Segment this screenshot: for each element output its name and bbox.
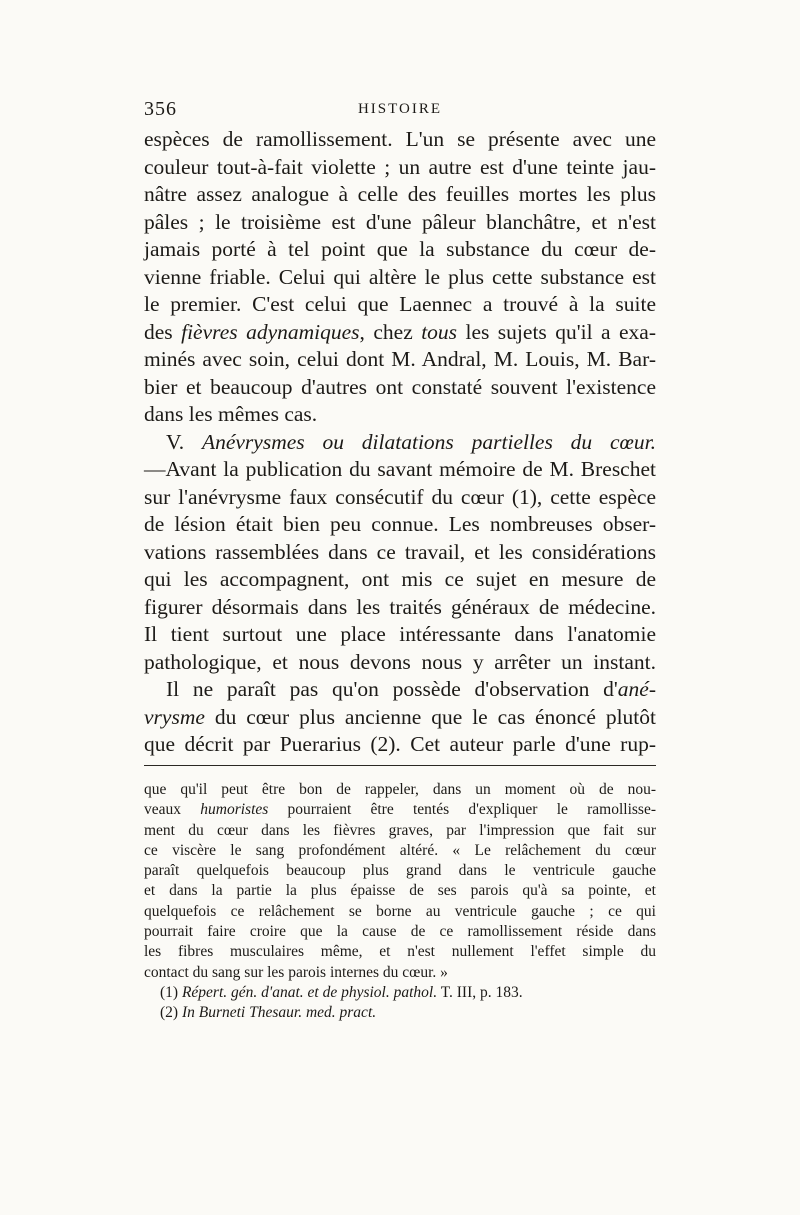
italic-text: vrysme [144, 704, 205, 729]
footnotes [144, 780, 656, 1024]
text-line: vrysme du cœur plus ancienne que le cas énoncé plutôt [144, 704, 656, 729]
text-line: pâles ; le troisième est d'une pâleur blanchâtre, et n'est [144, 209, 656, 234]
text-line: espèces de ramollissement. L'un se présente avec une [144, 127, 656, 151]
text-line: nâtre assez analogue à celle des feuilles mortes les plus [144, 182, 656, 206]
footnote-line: que qu'il peut être bon de rappeler, dans un moment où de nou- [144, 781, 656, 798]
text-line: des fièvres adynamiques, chez tous les sujets qu'il a exa- [144, 319, 656, 344]
italic-text: In Burneti Thesaur. med. pract. [181, 1004, 377, 1022]
text-line: V. Anévrysmes ou dilatations partielles du cœur. [166, 429, 656, 454]
running-head: HISTOIRE [357, 101, 443, 117]
italic-text: Anévrysmes ou dilatations partielles du cœur. [201, 429, 656, 454]
text-line: de lésion était bien peu connue. Les nombreuses obser- [144, 512, 656, 536]
page-header [144, 98, 656, 122]
text-line: figurer désormais dans les traités généraux de médecine. [144, 594, 656, 619]
footnote-line: pourrait faire croire que la cause de ce ramollissement réside dans [144, 923, 656, 941]
footnote-line: (2) In Burneti Thesaur. med. pract. [160, 1004, 377, 1022]
footnote-line: ce viscère le sang profondément altéré. « Le relâchement du cœur [144, 841, 656, 859]
text-line: —Avant la publication du savant mémoire de M. Breschet [144, 457, 656, 481]
footnote-line: veaux humoristes pourraient être tentés d'expliquer le ramollisse- [144, 801, 656, 819]
footnote-line: et dans la partie la plus épaisse de ses parois qu'à sa pointe, et [144, 882, 656, 900]
text-line: minés avec soin, celui dont M. Andral, M. Louis, M. Bar- [144, 347, 656, 371]
text-line: Il tient surtout une place intéressante dans l'anatomie [144, 622, 656, 646]
text-line: dans les mêmes cas. [144, 402, 318, 426]
text-line: que décrit par Puerarius (2). Cet auteur parle d'une rup- [144, 732, 656, 756]
text-line: le premier. C'est celui que Laennec a trouvé à la suite [144, 292, 656, 316]
text-line: bier et beaucoup d'autres ont constaté souvent l'existence [144, 374, 656, 399]
italic-text: tous [421, 319, 458, 344]
page-number: 356 [144, 98, 177, 120]
italic-text: humoristes [200, 801, 269, 819]
footnote-line: (1) Répert. gén. d'anat. et de physiol. pathol. T. III, p. 183. [160, 983, 523, 1001]
footnote-line: les fibres musculaires même, et n'est nullement l'effet simple du [144, 943, 656, 961]
text-line: sur l'anévrysme faux consécutif du cœur (1), cette espèce [144, 484, 656, 509]
text-line: Il ne paraît pas qu'on possède d'observation d'ané- [166, 677, 656, 701]
text-line: jamais porté à tel point que la substance du cœur de- [144, 237, 656, 261]
text-line: vienne friable. Celui qui altère le plus cette substance est [144, 264, 656, 289]
text-line: qui les accompagnent, ont mis ce sujet en mesure de [144, 567, 656, 591]
footnote-line: paraît quelquefois beaucoup plus grand dans le ventricule gauche [144, 862, 656, 880]
main-text [144, 126, 656, 759]
footnote-line: ment du cœur dans les fièvres graves, par l'impression que fait sur [144, 821, 656, 839]
text-line: vations rassemblées dans ce travail, et les considérations [144, 539, 656, 564]
text-line: couleur tout-à-fait violette ; un autre est d'une teinte jau- [144, 154, 656, 179]
italic-text: ané- [617, 677, 656, 701]
footnote-line: quelquefois ce relâchement se borne au ventricule gauche ; ce qui [144, 902, 656, 920]
footnote-line: contact du sang sur les parois internes du cœur. » [144, 963, 448, 981]
italic-text: Répert. gén. d'anat. et de physiol. pathol. [181, 983, 438, 1001]
text-line: pathologique, et nous devons nous y arrêter un instant. [144, 649, 656, 674]
footnote-rule [144, 765, 656, 766]
italic-text: fièvres adynamiques [181, 319, 360, 344]
